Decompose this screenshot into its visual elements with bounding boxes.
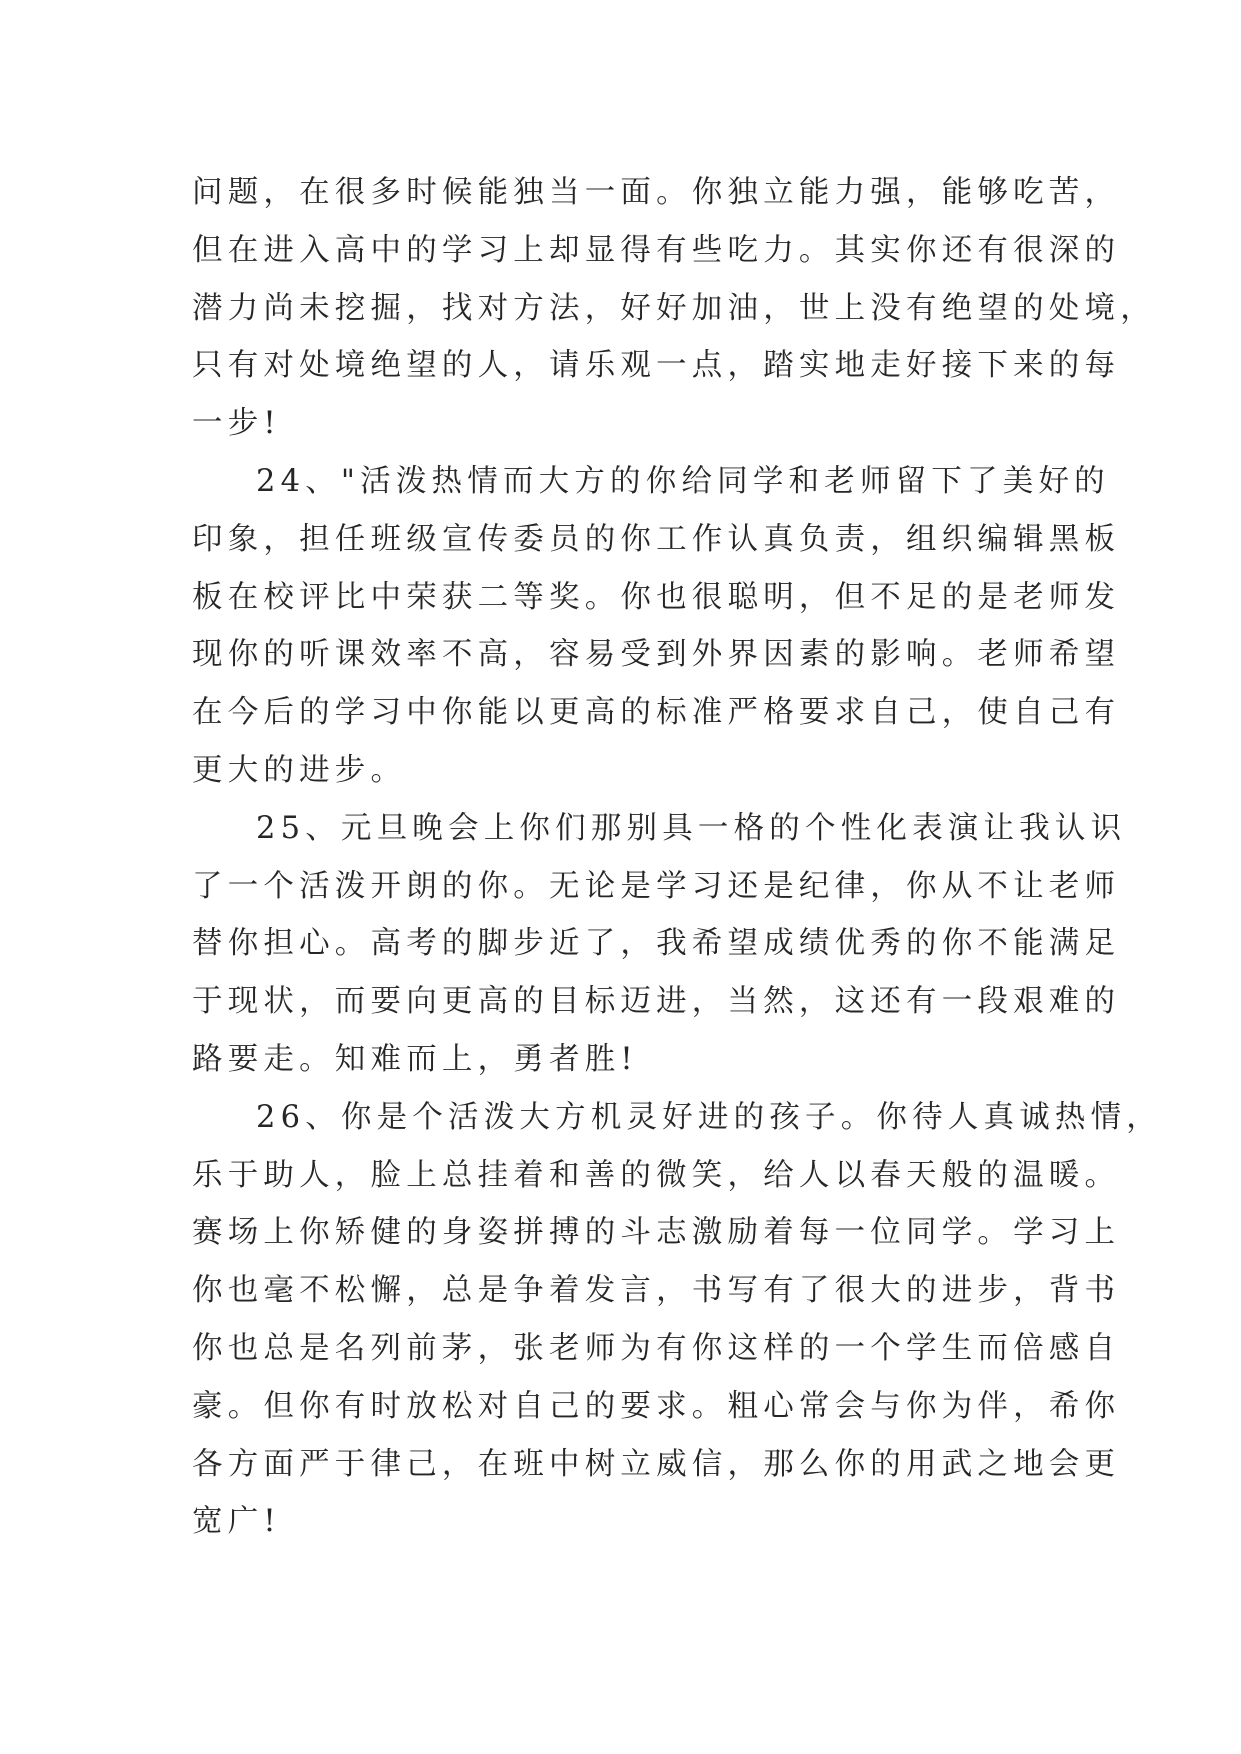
document-body: [192, 164, 1163, 1551]
text-line: 但在进入高中的学习上却显得有些吃力。其实你还有很深的: [192, 232, 1121, 268]
text-line: 板在校评比中荣获二等奖。你也很聪明，但不足的是老师发: [192, 579, 1121, 615]
text-line: 印象，担任班级宣传委员的你工作认真负责，组织编辑黑板: [192, 521, 1121, 557]
text-line: 你也毫不松懈，总是争着发言，书写有了很大的进步，背书: [192, 1273, 1121, 1309]
text-line: 只有对处境绝望的人，请乐观一点，踏实地走好接下来的每: [192, 348, 1121, 384]
text-line: 你也总是名列前茅，张老师为有你这样的一个学生而倍感自: [192, 1330, 1121, 1366]
text-line: 于现状，而要向更高的目标迈进，当然，这还有一段艰难的: [192, 984, 1121, 1020]
text-line: 一步!: [192, 406, 281, 442]
text-line: 乐于助人，脸上总挂着和善的微笑，给人以春天般的温暖。: [192, 1157, 1121, 1193]
text-line: 宽广!: [192, 1504, 281, 1540]
text-line: 了一个活泼开朗的你。无论是学习还是纪律，你从不让老师: [192, 868, 1121, 904]
text-line: 替你担心。高考的脚步近了，我希望成绩优秀的你不能满足: [192, 926, 1121, 962]
text-line: 26、你是个活泼大方机灵好进的孩子。你待人真诚热情，: [256, 1099, 1163, 1135]
text-line: 路要走。知难而上，勇者胜!: [192, 1041, 638, 1077]
text-line: 问题，在很多时候能独当一面。你独立能力强，能够吃苦，: [192, 175, 1121, 210]
text-line: 24、"活泼热情而大方的你给同学和老师留下了美好的: [256, 463, 1110, 499]
text-line: 更大的进步。: [192, 752, 407, 788]
text-line: 在今后的学习中你能以更高的标准严格要求自己，使自己有: [192, 695, 1121, 731]
text-line: 豪。但你有时放松对自己的要求。粗心常会与你为伴，希你: [192, 1388, 1121, 1424]
text-line: 25、元旦晚会上你们那别具一格的个性化表演让我认识: [256, 810, 1127, 846]
text-line: 潜力尚未挖掘，找对方法，好好加油，世上没有绝望的处境，: [192, 290, 1156, 326]
text-line: 各方面严于律己，在班中树立威信，那么你的用武之地会更: [192, 1446, 1121, 1482]
text-line: 赛场上你矫健的身姿拼搏的斗志激励着每一位同学。学习上: [192, 1215, 1121, 1251]
text-line: 现你的听课效率不高，容易受到外界因素的影响。老师希望: [192, 637, 1121, 673]
